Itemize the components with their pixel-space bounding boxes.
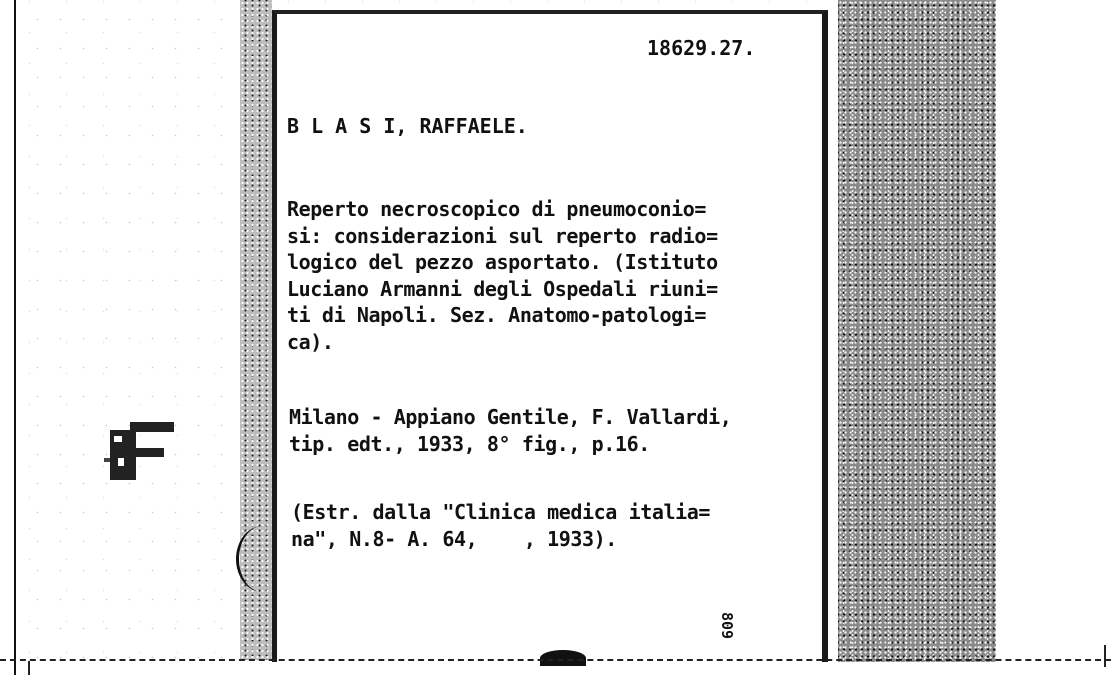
title-line: si: considerazioni sul reperto radio= [287,223,718,248]
film-bottom-edge [0,659,1111,661]
title-line: Luciano Armanni degli Ospedali riuni= [287,276,718,301]
title-line: Reperto necroscopico di pneumoconio= [287,197,707,221]
accession-number: 18629.27. [647,36,756,60]
film-right-tick [1104,645,1106,667]
f-stamp-mark [104,418,176,486]
title-line: ti di Napoli. Sez. Anatomo-patologi= [287,303,707,327]
author-heading: B L A S I, RAFFAELE. [287,114,528,138]
catalog-card [272,10,828,662]
handwritten-parenthesis-mark [236,526,289,592]
source-line: na", N.8- A. 64, , 1933). [291,526,617,551]
film-right-margin [996,0,1111,660]
film-left-tick [28,661,30,675]
bottom-ink-blot [540,650,586,666]
vertical-card-code: 809 [718,612,736,640]
source-block [291,499,836,552]
imprint-line: Milano - Appiano Gentile, F. Vallardi, [289,405,732,429]
source-line: (Estr. dalla "Clinica medica italia= [291,500,711,524]
imprint-line: tip. edt., 1933, 8° fig., p.16. [289,431,650,456]
title-block [287,196,832,355]
imprint-block [289,404,834,457]
title-line: logico del pezzo asportato. (Istituto [287,250,718,274]
card-right-shadow-band [838,0,996,662]
title-line: ca). [287,329,334,354]
film-left-edge [0,0,16,675]
